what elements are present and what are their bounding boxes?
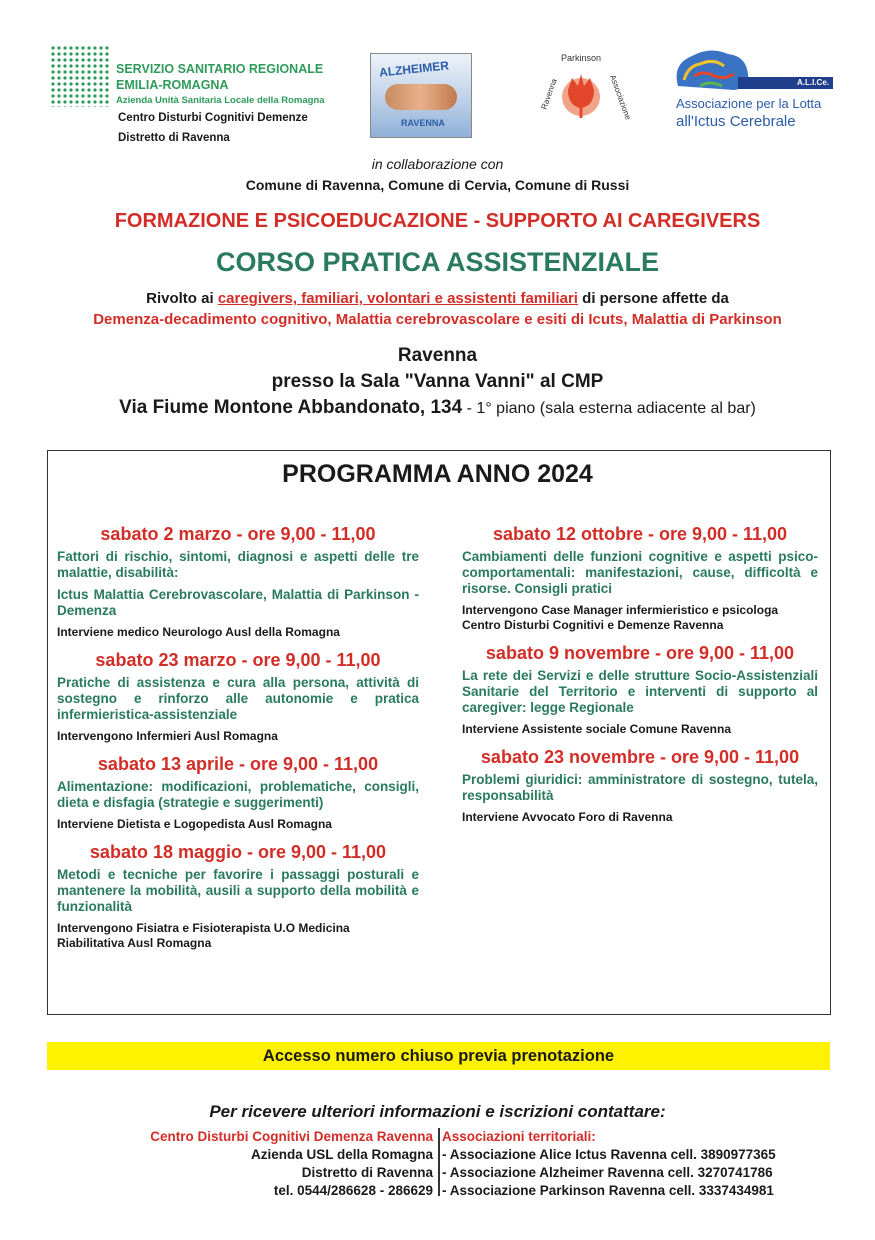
contacts-centro-line: Azienda USL della Romagna <box>250 1147 433 1162</box>
centro-name: Centro Disturbi Cognitivi Demenze <box>118 112 308 124</box>
contacts-centro-phone: tel. 0544/286628 - 286629 <box>273 1183 433 1198</box>
event-speaker: Interviene Dietista e Logopedista Ausl Romagna <box>57 817 332 831</box>
ausl-logo-line2: EMILIA-ROMAGNA <box>116 78 229 92</box>
location-address <box>0 397 875 419</box>
association-contact: - Associazione Parkinson Ravenna cell. 3337434981 <box>442 1183 774 1198</box>
event-date: sabato 2 marzo - ore 9,00 - 11,00 <box>100 524 376 544</box>
event-topic: Pratiche di assistenza e cura alla persona, attività di sostegno e rinforzo alle autonomie e pratica infermieristica-assistenziale <box>57 675 419 722</box>
contacts-centro <box>150 1128 433 1200</box>
event-speaker: Intervengono Fisiatra e Fisioterapista U.O Medicina Riabilitativa Ausl Romagna <box>57 921 350 950</box>
program-right-column <box>462 524 818 835</box>
target-audience <box>0 290 875 307</box>
alzheimer-logo-city: RAVENNA <box>401 118 445 128</box>
parkinson-logo-right: Associazione <box>608 73 633 121</box>
parkinson-logo-left: Ravenna <box>539 77 559 111</box>
contacts-centro-line: Distretto di Ravenna <box>301 1165 433 1180</box>
event-item <box>462 524 818 633</box>
event-topic: Cambiamenti delle funzioni cognitive e aspetti psico-comportamentali: manifestazioni, cause, difficoltà e risorse. Consigli pratici <box>462 549 818 596</box>
info-title: Per ricevere ulteriori informazioni e iscrizioni contattare: <box>209 1102 666 1121</box>
event-topic-detail: Ictus Malattia Cerebrovascolare, Malattia di Parkinson - Demenza <box>57 587 419 618</box>
alice-badge: A.L.I.Ce. <box>738 77 833 89</box>
event-speaker: Interviene Avvocato Foro di Ravenna <box>462 810 673 824</box>
parkinson-logo <box>536 50 633 140</box>
handshake-icon <box>385 84 457 110</box>
event-item <box>462 747 818 825</box>
event-speaker: Interviene Assistente sociale Comune Ravenna <box>462 722 731 736</box>
event-item <box>462 643 818 737</box>
event-topic: Problemi giuridici: amministratore di sostegno, tutela, responsabilità <box>462 772 818 803</box>
location-city: Ravenna <box>397 345 478 366</box>
ausl-dot-logo-icon <box>50 45 110 107</box>
alice-logo-line2: all'Ictus Cerebrale <box>676 113 796 130</box>
event-topic: La rete dei Servizi e delle strutture Socio-Assistenziali Sanitarie del Territorio e interventi di supporto al caregiver: legge Regionale <box>462 668 818 715</box>
event-date: sabato 12 ottobre - ore 9,00 - 11,00 <box>492 524 788 544</box>
event-date: sabato 9 novembre - ore 9,00 - 11,00 <box>485 643 795 663</box>
ausl-logo-line3: Azienda Unità Sanitaria Locale della Romagna <box>116 95 325 106</box>
event-item <box>57 524 419 640</box>
event-date: sabato 23 novembre - ore 9,00 - 11,00 <box>480 747 800 767</box>
address-street: Via Fiume Montone Abbandonato, 134 <box>119 397 463 418</box>
target-suffix: di persone affette da <box>577 290 729 307</box>
association-contact: - Associazione Alzheimer Ravenna cell. 3270741786 <box>442 1165 773 1180</box>
event-topic: Metodi e tecniche per favorire i passaggi posturali e mantenere la mobilità, ausili a supporto della mobilità e funzionalità <box>57 867 419 914</box>
collab-comuni: Comune di Ravenna, Comune di Cervia, Comune di Russi <box>245 177 630 193</box>
contacts-centro-title: Centro Disturbi Cognitivi Demenza Ravenna <box>150 1129 433 1144</box>
contacts-associations-title: Associazioni territoriali: <box>442 1129 596 1144</box>
target-highlight: caregivers, familiari, volontari e assistenti familiari <box>217 290 578 307</box>
alzheimer-logo <box>370 53 472 138</box>
ausl-logo-line1: SERVIZIO SANITARIO REGIONALE <box>116 62 324 76</box>
location-venue: presso la Sala "Vanna Vanni" al CMP <box>271 371 604 392</box>
alzheimer-logo-title: ALZHEIMER <box>378 58 450 80</box>
event-speaker: Intervengono Infermieri Ausl Romagna <box>57 729 278 743</box>
association-contact: - Associazione Alice Ictus Ravenna cell. 3890977365 <box>442 1147 776 1162</box>
program-title: PROGRAMMA ANNO 2024 <box>282 460 593 488</box>
event-topic: Fattori di rischio, sintomi, diagnosi e aspetti delle tre malattie, disabilità: <box>57 549 419 580</box>
event-item <box>57 754 419 832</box>
access-note: Accesso numero chiuso previa prenotazione <box>47 1042 830 1070</box>
address-note: - 1° piano (sala esterna adiacente al bar) <box>462 400 756 417</box>
contacts-associations <box>442 1128 776 1200</box>
event-date: sabato 18 maggio - ore 9,00 - 11,00 <box>89 842 387 862</box>
centro-district: Distretto di Ravenna <box>118 132 230 144</box>
tulip-icon <box>568 74 594 108</box>
program-left-column <box>57 524 419 961</box>
event-item <box>57 650 419 744</box>
alice-logo-line1: Associazione per la Lotta <box>676 96 822 111</box>
event-date: sabato 13 aprile - ore 9,00 - 11,00 <box>97 754 379 774</box>
event-speaker: Intervengono Case Manager infermieristico e psicologa Centro Disturbi Cognitivi e Demenze Ravenna <box>462 603 779 632</box>
conditions: Demenza-decadimento cognitivo, Malattia cerebrovascolare e esiti di Icuts, Malattia di Parkinson <box>93 311 782 328</box>
target-prefix: Rivolto ai <box>146 290 218 307</box>
contacts-divider <box>438 1128 440 1196</box>
event-speaker: Interviene medico Neurologo Ausl della Romagna <box>57 625 340 639</box>
parkinson-logo-top: Parkinson <box>560 53 602 63</box>
event-date: sabato 23 marzo - ore 9,00 - 11,00 <box>95 650 381 670</box>
event-item <box>57 842 419 951</box>
collab-intro: in collaborazione con <box>371 156 504 172</box>
title-red: FORMAZIONE E PSICOEDUCAZIONE - SUPPORTO AI CAREGIVERS <box>114 210 761 232</box>
event-topic: Alimentazione: modificazioni, problematiche, consigli, dieta e disfagia (strategie e suggerimenti) <box>57 779 419 810</box>
page-title: CORSO PRATICA ASSISTENZIALE <box>215 247 660 277</box>
